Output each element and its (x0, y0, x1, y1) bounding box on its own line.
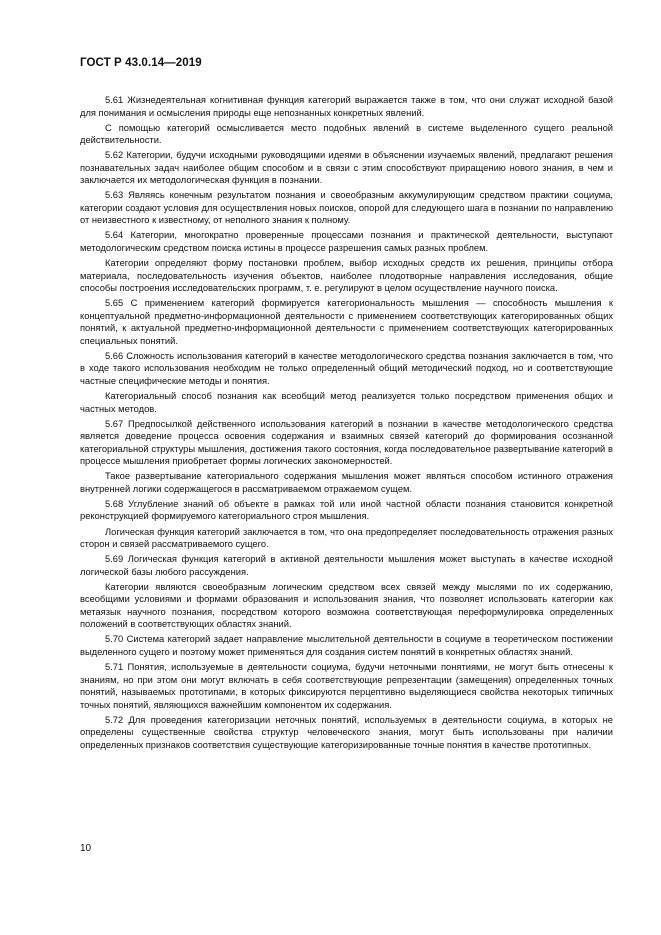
paragraph-5-72: 5.72 Для проведения категоризации неточных понятий, используемых в деятельности социума, в которых не определены существенные свойства структур человеческого знания, могут быть использованы при наличии определенных признаков соответствия существующие категоризированные точные понятия в качестве прототипных. (80, 714, 613, 750)
paragraph-5-70: 5.70 Система категорий задает направление мыслительной деятельности в социуме в теоретическом постижении выделенного сущего и поэтому может применяться для создания систем понятий в конкретных областях знаний. (80, 634, 613, 657)
paragraph-5-61-continued: С помощью категорий осмысливается место подобных явлений в системе выделенного сущего реальной действительности. (80, 122, 613, 146)
paragraph-5-62: 5.62 Категории, будучи исходными руководящими идеями в объяснении изучаемых явлений, предлагают решения познавательных задач наиболее общим способом и в связи с этим способствуют приращению нового знания, в чем и заключается их методологическая функция в познании. (80, 150, 613, 186)
paragraph-5-65: 5.65 С применением категорий формируется категориональность мышления — способность мышления к концептуальной предметно-информационной деятельности с применением соответствующих категорированных общих понятий, к актуальной предметно-информационной деятельности с применением соответствующих категорированных специальных понятий. (80, 298, 613, 346)
paragraph-5-68: 5.68 Углубление знаний об объекте в рамках той или иной частной области познания становится конкретной реконструкцией формируемого категориального строя мышления. (80, 498, 613, 522)
paragraph-5-61: 5.61 Жизнедеятельная когнитивная функция категорий выражается также в том, что они служат исходной базой для понимания и осмысления природы еще непознанных конкретных явлений. (80, 95, 613, 118)
paragraph-5-69-continued: Категории являются своеобразным логическим средством всех связей между мыслями по их содержанию, всеобщими условиями и формами образования и использования знания, что позволяет использовать категории как метаязык научного познания, посредством которого возможна соответствующая переформулировка определенных положений в соответствующих областях знаний. (80, 581, 613, 630)
paragraph-5-66: 5.66 Сложность использования категорий в качестве методологического средства познания заключается в том, что в ходе такого использования необходим не только определенный общий методический подход, но и соответствующие частные специфические методы и понятия. (80, 350, 613, 386)
paragraph-5-63: 5.63 Являясь конечным результатом познания и своеобразным аккумулирующим средством практики социума, категории создают условия для осуществления новых поисков, опорой для следующего шага в познании по направлению от неизвестного к известному, от неполного знания к полному. (80, 190, 613, 226)
paragraph-5-67-continued: Такое развертывание категориального содержания мышления может являться способом истинного отражения внутренней логики содержащегося в рассматриваемом отражаемом сущем. (80, 471, 613, 494)
paragraph-5-68-continued: Логическая функция категорий заключается в том, что она предопределяет последовательность отражения разных сторон и связей рассматриваемого сущего. (80, 526, 613, 550)
paragraph-5-64-continued: Категории определяют форму постановки проблем, выбор исходных средств их решения, принципы отбора материала, последовательность изучения объектов, наиболее плодотворные направления исследования, общие способы построения исследовательских программ, т. е. регулируют в целом осуществление научного поиска. (80, 258, 613, 294)
document-body (80, 94, 613, 754)
page-header-standard-number: ГОСТ Р 43.0.14—2019 (80, 57, 202, 69)
paragraph-5-71: 5.71 Понятия, используемые в деятельности социума, будучи неточными понятиями, не могут быть отнесены к знаниям, но при этом они могут включать в себя соответствующие репрезентации (замещения) определенных точных понятий, называемых прототипами, в которых фиксируются перцептивно выделяющиеся свойства некоторых типичных точных понятий, являющихся важнейшим компонентом их содержания. (80, 661, 613, 710)
paragraph-5-67: 5.67 Предпосылкой действенного использования категорий в познании в качестве методологического средства является доведение процесса освоения содержания и взаимных связей категорий до формирования осознанной категориальной структуры мышления, достижения такого состояния, когда последовательное развертывание категорий в процессе мышления приобретает формы логических закономерностей. (80, 418, 613, 467)
paragraph-5-69: 5.69 Логическая функция категорий в активной деятельности мышления может выступать в качестве исходной логической базы любого рассуждения. (80, 554, 613, 577)
page-number: 10 (80, 843, 92, 854)
paragraph-5-64: 5.64 Категории, многократно проверенные процессами познания и практической деятельности, выступают методологическим средством поиска истины в процессе разрешения самых разных проблем. (80, 230, 613, 254)
paragraph-5-66-continued: Категориальный способ познания как всеобщий метод реализуется только посредством применения общих и частных методов. (80, 391, 613, 414)
